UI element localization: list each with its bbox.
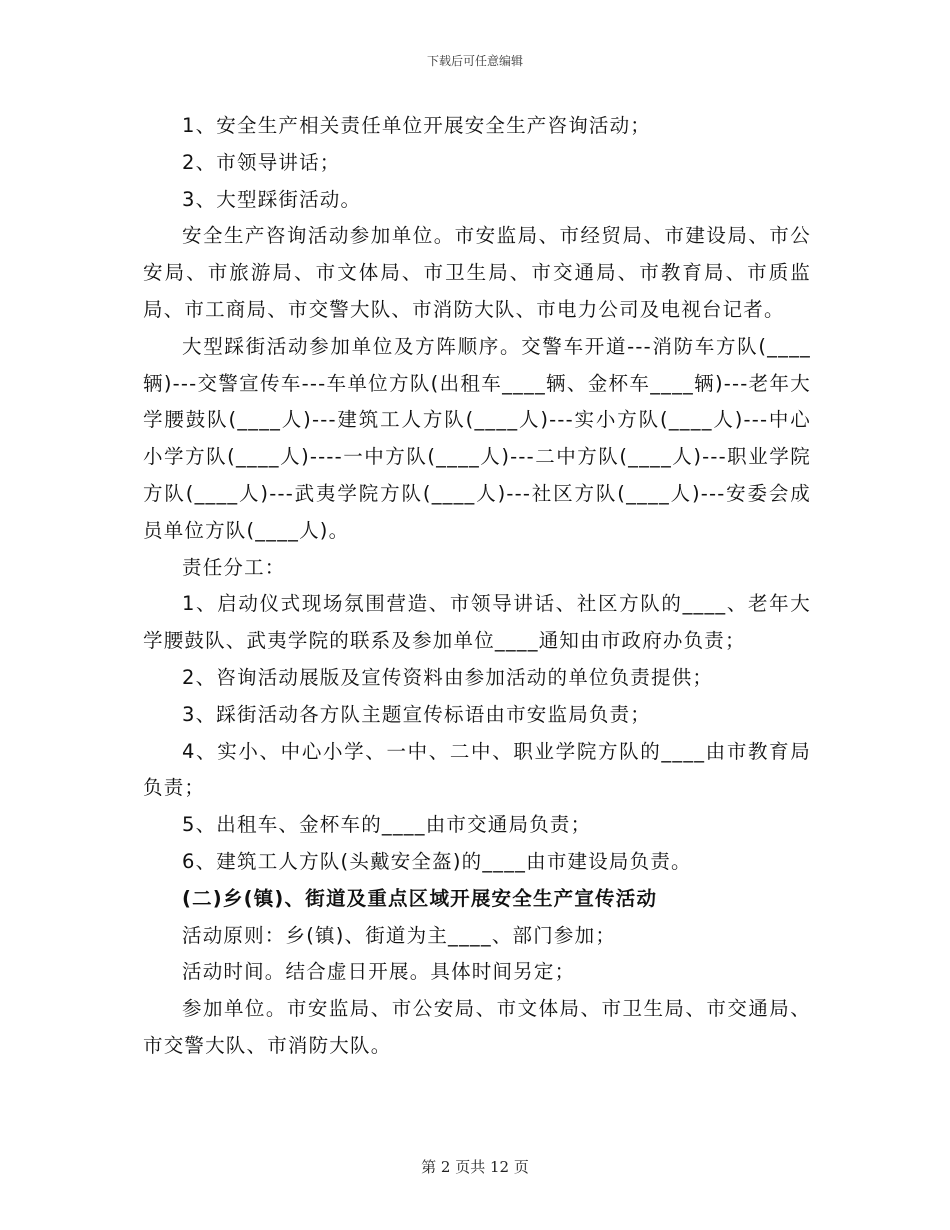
paragraph-principle: 活动原则：乡(镇)、街道为主____、部门参加； [182,923,617,947]
paragraph-consult-participants: 安全生产咨询活动参加单位。市安监局、市经贸局、市建设局、市公安局、市旅游局、市文体局、市卫生局、市交通局、市教育局、市质监局、市工商局、市交警大队、市消防大队、市电力公司及电视台记者。 [143,224,811,321]
paragraph-item-1: 1、安全生产相关责任单位开展安全生产咨询活动； [182,114,652,137]
paragraph-time: 活动时间。结合虚日开展。具体时间另定； [182,960,576,984]
paragraph-duty-6: 6、建筑工人方队(头戴安全盔)的____由市建设局负责。 [182,849,692,873]
paragraph-duty-2: 2、咨询活动展版及宣传资料由参加活动的单位负责提供； [182,665,714,689]
paragraph-parade-order: 大型踩街活动参加单位及方阵顺序。交警车开道---消防车方队(____辆)---交警宣传车---车单位方队(出租车____辆、金杯车____辆)---老年大学腰鼓队(____人)---建筑工人方队(____人)---实小方队(____人)---中心小学方队(____人)----一中方队(____人)---二中方队(____人)---职业学院方队(____人)---武夷学院方队(____人)---社区方队(____人)---安委会成员单位方队(____人)。 [143,334,811,542]
paragraph-duty-1: 1、启动仪式现场氛围营造、市领导讲话、社区方队的____、老年大学腰鼓队、武夷学院的联系及参加单位____通知由市政府办负责； [143,592,811,653]
page-header: 下载后可任意编辑 [426,54,523,68]
section-heading: (二)乡(镇)、街道及重点区域开展安全生产宣传活动 [182,886,658,910]
paragraph-item-2: 2、市领导讲话； [182,150,341,174]
paragraph-duty-3: 3、踩街活动各方队主题宣传标语由市安监局负责； [182,702,652,726]
paragraph-duty-4: 4、实小、中心小学、一中、二中、职业学院方队的____由市教育局负责； [143,739,811,800]
paragraph-participants: 参加单位。市安监局、市公安局、市文体局、市卫生局、市交通局、市交警大队、市消防大队。 [143,997,811,1057]
paragraph-responsibility-title: 责任分工： [182,555,286,579]
paragraph-duty-5: 5、出租车、金杯车的____由市交通局负责； [182,813,592,837]
page-footer: 第 2 页共 12 页 [421,1158,529,1176]
document-body [143,108,811,1065]
paragraph-item-3: 3、大型踩街活动。 [182,187,362,211]
